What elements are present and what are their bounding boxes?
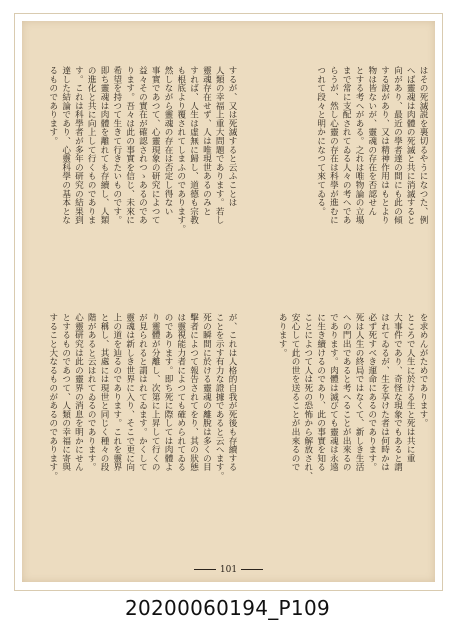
text-block-top-right (248, 66, 429, 294)
text-line: 安心して此の世を送ることが出來るので (290, 313, 301, 472)
text-line: 心靈研究は此の靈界の消息を明かにせん (73, 313, 84, 472)
text-line: は靈視能力者によつても確められてゐる (175, 313, 186, 472)
text-line: らうが、然し心靈の存在は科學が進むに (328, 66, 339, 225)
text-line: が見られると謂はれてゐます。かくして (137, 313, 148, 472)
text-line: と稱し、其處には現世と同じく種々の段 (99, 313, 110, 472)
text-line: はれてゐるが、生を享けた者は何時かは (379, 313, 390, 472)
text-line: 達した結論であり、心靈科學の基本とな (60, 66, 71, 225)
page-number (22, 565, 435, 575)
text-line: 靈魂は新しき世界に入り、そこで更に向 (124, 313, 135, 472)
text-line: も根底より覆されてしまふのであります。 (175, 66, 186, 234)
image-caption: 20200060194_P109 (124, 596, 330, 620)
text-line: 物は皆ないが、靈魂の存在を否認せん (366, 66, 377, 216)
text-line: 希望を持つて生きて行きたいものです。 (111, 66, 122, 225)
text-line: 大事件であり、奇怪な現象でもあると謂 (392, 313, 403, 472)
text-line: 向があり、最近の學者達の間にも此の傾 (392, 66, 403, 225)
text-line: を求めんがためであります。 (418, 313, 428, 428)
page-sheet (14, 13, 443, 591)
text-line: 即ち靈魂は肉體を離れても存續し、人類 (99, 66, 110, 225)
text-line: のであります。即ち死に際しては肉體よ (163, 313, 174, 472)
text-line: とするものであつて、人類の幸福に寄與 (60, 313, 71, 472)
text-line: する說があり、又は精神作用はもとより (379, 66, 390, 225)
text-block-bottom-left (30, 313, 238, 563)
text-block-bottom-right (248, 313, 429, 563)
text-line: 死は人生の終局ではなくて、新しき生活 (354, 313, 365, 472)
text-line: の進化と共に向上して行くものでありま (86, 66, 97, 225)
folio-dash-right (241, 569, 263, 570)
text-line: 上の道を辿るのであります。これを靈界 (111, 313, 122, 472)
text-line: 人類の幸福上重大問題であります。若し (214, 66, 225, 225)
text-line: するが、又は死滅すると云ふことは (227, 66, 237, 207)
text-line: り靈體が分離し、次第に上昇して行くの (150, 313, 161, 472)
text-line: への門出であると考へることが出來るの (341, 313, 352, 472)
text-line: あります。 (277, 313, 288, 357)
text-line: であります。肉體は滅びても靈魂は永遠 (328, 313, 339, 472)
text-line: が、これは人格的自我が死後も存續する (227, 313, 237, 472)
text-line: ことによつて人は死の恐怖から解放され、 (302, 313, 313, 481)
text-line: 死の瞬間に於ける靈魂の離脫は多くの目 (201, 313, 212, 472)
text-line: つれて段々と明かになつて來てゐる。 (315, 66, 326, 216)
folio-dash-left (194, 569, 216, 570)
text-line: す。これは科學者が多年の研究の結果到 (73, 66, 84, 225)
text-line: まで常に支配されてゐる人々の考へであ (341, 66, 352, 225)
text-line: すれば、人生は虛無に歸し、道德も宗教 (188, 66, 199, 225)
text-line: すること大なるものがあるのであります。 (47, 313, 58, 481)
text-line: へば靈魂は肉體の死滅と共に消滅すると (405, 66, 416, 225)
page-number-text: 101 (219, 565, 238, 575)
text-line: ります。吾々は此の事實を信じ、未來に (124, 66, 135, 225)
text-line: ところで人生に於ける生と死は共に重 (405, 313, 416, 463)
text-line: 必ず死すべき運命にあるのであります。 (366, 313, 377, 472)
text-line: とする考へがある。之れは唯物論の立場 (354, 66, 365, 225)
text-line: 益々その實在が確認されつゝあるのであ (137, 66, 148, 225)
text-line: ことを示す有力な證據であると云へます。 (214, 313, 225, 481)
text-line: 階があると云はれてゐるのであります。 (86, 313, 97, 472)
book-page (22, 21, 435, 582)
text-line: るものであります。 (47, 66, 58, 146)
text-line: 事實であつて、心靈現象の研究によつて (150, 66, 161, 225)
text-line: 然しながら靈魂の存在は否定し得ない (163, 66, 174, 216)
text-line: はその死滅説を裏切るやうになつた、例 (418, 66, 428, 225)
text-line: 擊者によつて報告されてをり、其の狀態 (188, 313, 199, 472)
text-line: に生き續けるのであり、此の事實を知る (315, 313, 326, 472)
text-block-top-left (30, 66, 238, 294)
text-line: 靈魂存在せず、人は唯現世あるのみと (201, 66, 212, 216)
